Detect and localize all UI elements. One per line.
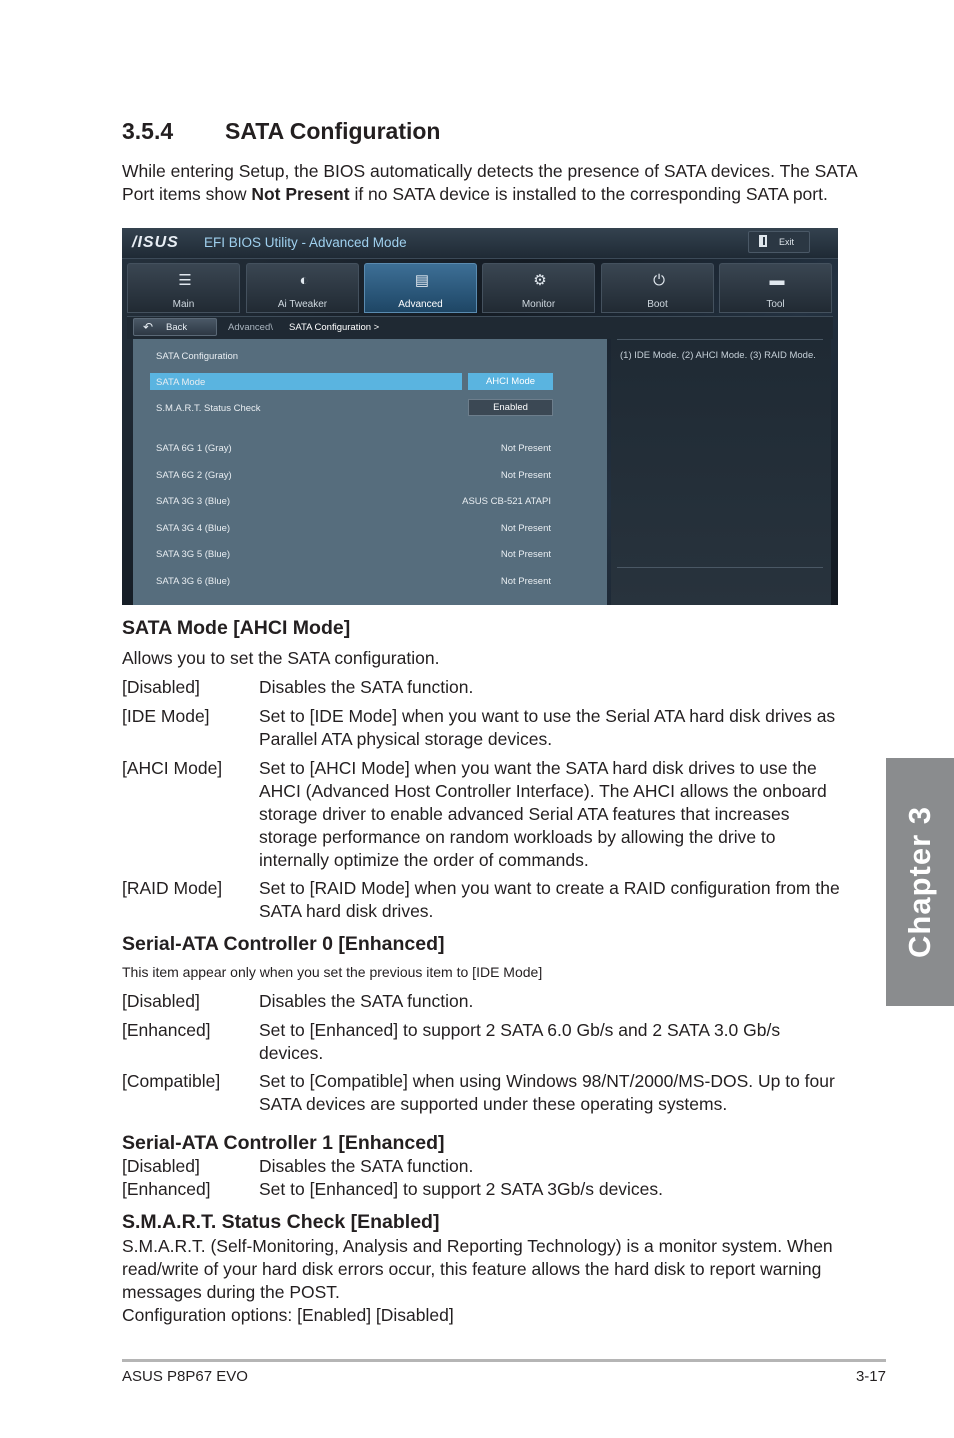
- option-term: [RAID Mode]: [122, 878, 223, 898]
- port-row: [133, 439, 607, 457]
- help-panel: [611, 339, 831, 605]
- section-number: 3.5.4: [122, 118, 174, 144]
- tab-label: Ai Tweaker: [277, 299, 328, 310]
- port-value: Not Present: [500, 576, 551, 587]
- bios-app-title: EFI BIOS Utility - Advanced Mode: [204, 235, 407, 250]
- smart-value[interactable]: Enabled: [468, 399, 553, 416]
- sata-mode-label: SATA Mode: [156, 377, 206, 388]
- back-label: Back: [166, 322, 188, 333]
- back-button[interactable]: [133, 318, 217, 336]
- tab-tool[interactable]: [719, 263, 832, 313]
- option-term: [AHCI Mode]: [122, 758, 223, 778]
- breadcrumb-parent[interactable]: Advanced\: [228, 322, 273, 333]
- tweaker-icon: ◐: [299, 272, 309, 289]
- chapter-tab: [886, 758, 954, 1006]
- smart-label: S.M.A.R.T. Status Check: [156, 403, 261, 414]
- smart-line: read/write of your hard disk errors occur, this feature allows the hard disk to report warning: [122, 1259, 822, 1279]
- breadcrumb: [127, 316, 833, 339]
- port-label: SATA 6G 1 (Gray): [156, 443, 232, 454]
- option-desc: storage driver to enable advanced Serial ATA features that increases: [259, 804, 790, 824]
- option-desc: Parallel ATA physical storage devices.: [259, 729, 553, 749]
- smart-line: messages during the POST.: [122, 1282, 340, 1302]
- monitor-icon: ⚙: [533, 272, 547, 289]
- controller0-heading: Serial-ATA Controller 0 [Enhanced]: [122, 933, 445, 955]
- port-value: Not Present: [500, 549, 551, 560]
- option-desc: internally optimize the order of commands.: [259, 850, 589, 870]
- section-title: SATA Configuration: [225, 118, 441, 144]
- port-label: SATA 3G 4 (Blue): [156, 523, 231, 534]
- tab-monitor[interactable]: [482, 263, 595, 313]
- sata-mode-row[interactable]: [133, 373, 607, 391]
- option-term: [Disabled]: [122, 1156, 200, 1176]
- panel-title-row: [133, 347, 607, 365]
- port-value: Not Present: [500, 470, 551, 481]
- option-desc: Set to [RAID Mode] when you want to create a RAID configuration from the: [259, 878, 840, 898]
- bios-title-bar: [122, 228, 838, 259]
- settings-panel: [133, 339, 607, 605]
- intro-line-1: While entering Setup, the BIOS automatically detects the presence of SATA devices. The SATA: [122, 161, 858, 181]
- controller1-heading: Serial-ATA Controller 1 [Enhanced]: [122, 1132, 445, 1154]
- intro-text: Port items show: [122, 184, 252, 204]
- port-value: Not Present: [500, 523, 551, 534]
- option-desc: devices.: [259, 1043, 324, 1063]
- option-term: [Enhanced]: [122, 1179, 211, 1199]
- port-label: SATA 3G 6 (Blue): [156, 576, 231, 587]
- tool-icon: ▬: [769, 272, 785, 289]
- controller0-note: This item appear only when you set the previous item to [IDE Mode]: [122, 964, 543, 980]
- option-desc: storage performance on random workloads by allowing the drive to: [259, 827, 776, 847]
- port-row: [133, 545, 607, 563]
- port-value: Not Present: [500, 443, 551, 454]
- section-heading: [122, 118, 440, 145]
- option-desc: SATA hard disk drives.: [259, 901, 434, 921]
- footer-product: ASUS P8P67 EVO: [122, 1368, 248, 1385]
- tab-label: Tool: [766, 299, 785, 310]
- footer-page-number: 3-17: [855, 1368, 886, 1385]
- smart-row[interactable]: [133, 399, 607, 417]
- footer-divider: [122, 1359, 886, 1362]
- option-desc: Set to [Enhanced] to support 2 SATA 3Gb/s devices.: [259, 1179, 664, 1199]
- exit-icon: [759, 235, 767, 247]
- smart-line: S.M.A.R.T. (Self-Monitoring, Analysis and Reporting Technology) is a monitor system. When: [122, 1236, 833, 1256]
- option-term: [Enhanced]: [122, 1020, 211, 1040]
- option-term: [Disabled]: [122, 991, 200, 1011]
- intro-bold: Not Present: [251, 184, 350, 204]
- port-row: [133, 572, 607, 590]
- port-row: [133, 466, 607, 484]
- tab-ai-tweaker[interactable]: [246, 263, 359, 313]
- port-row: [133, 492, 607, 510]
- intro-line-2: [122, 183, 828, 206]
- sata-mode-desc: Allows you to set the SATA configuration.: [122, 648, 440, 668]
- port-label: SATA 6G 2 (Gray): [156, 470, 232, 481]
- tab-label: Monitor: [521, 299, 556, 310]
- option-desc: Set to [IDE Mode] when you want to use the Serial ATA hard disk drives as: [259, 706, 836, 726]
- chapter-label: Chapter 3: [902, 806, 937, 958]
- advanced-icon: ▤: [414, 272, 430, 289]
- option-desc: Disables the SATA function.: [259, 677, 474, 697]
- port-label: SATA 3G 5 (Blue): [156, 549, 231, 560]
- asus-logo: /ISUS: [132, 234, 179, 251]
- option-desc: Set to [Enhanced] to support 2 SATA 6.0 Gb/s and 2 SATA 3.0 Gb/s: [259, 1020, 781, 1040]
- option-desc: AHCI (Advanced Host Controller Interface). The AHCI allows the onboard: [259, 781, 827, 801]
- tab-advanced[interactable]: [364, 263, 477, 313]
- bios-screenshot: [122, 228, 838, 605]
- smart-line: Configuration options: [Enabled] [Disabled]: [122, 1305, 454, 1325]
- tab-label: Boot: [647, 299, 668, 310]
- list-icon: ☰: [178, 272, 192, 289]
- tab-label: Main: [172, 299, 195, 310]
- sata-mode-heading: SATA Mode [AHCI Mode]: [122, 617, 351, 639]
- smart-heading: S.M.A.R.T. Status Check [Enabled]: [122, 1211, 440, 1233]
- power-icon: ⏻: [653, 272, 665, 289]
- tab-boot[interactable]: [601, 263, 714, 313]
- exit-label: Exit: [779, 237, 795, 247]
- port-label: SATA 3G 3 (Blue): [156, 496, 231, 507]
- port-row: [133, 519, 607, 537]
- option-desc: Set to [AHCI Mode] when you want the SATA hard disk drives to use the: [259, 758, 817, 778]
- help-text: (1) IDE Mode. (2) AHCI Mode. (3) RAID Mode.: [620, 350, 816, 361]
- back-arrow-icon: ↶: [143, 320, 154, 334]
- option-desc: SATA devices are supported under these operating systems.: [259, 1094, 728, 1114]
- breadcrumb-current: SATA Configuration >: [289, 322, 380, 333]
- tab-label: Advanced: [398, 299, 443, 310]
- port-value: ASUS CB-521 ATAPI: [462, 496, 551, 507]
- option-term: [IDE Mode]: [122, 706, 210, 726]
- option-desc: Disables the SATA function.: [259, 1156, 474, 1176]
- option-term: [Compatible]: [122, 1071, 221, 1091]
- sata-mode-value[interactable]: AHCI Mode: [468, 373, 553, 390]
- option-term: [Disabled]: [122, 677, 200, 697]
- option-desc: Set to [Compatible] when using Windows 98/NT/2000/MS-DOS. Up to four: [259, 1071, 835, 1091]
- exit-button[interactable]: [748, 231, 810, 253]
- panel-title: SATA Configuration: [156, 351, 239, 362]
- tab-main[interactable]: [127, 263, 240, 313]
- intro-text: if no SATA device is installed to the corresponding SATA port.: [349, 184, 828, 204]
- option-desc: Disables the SATA function.: [259, 991, 474, 1011]
